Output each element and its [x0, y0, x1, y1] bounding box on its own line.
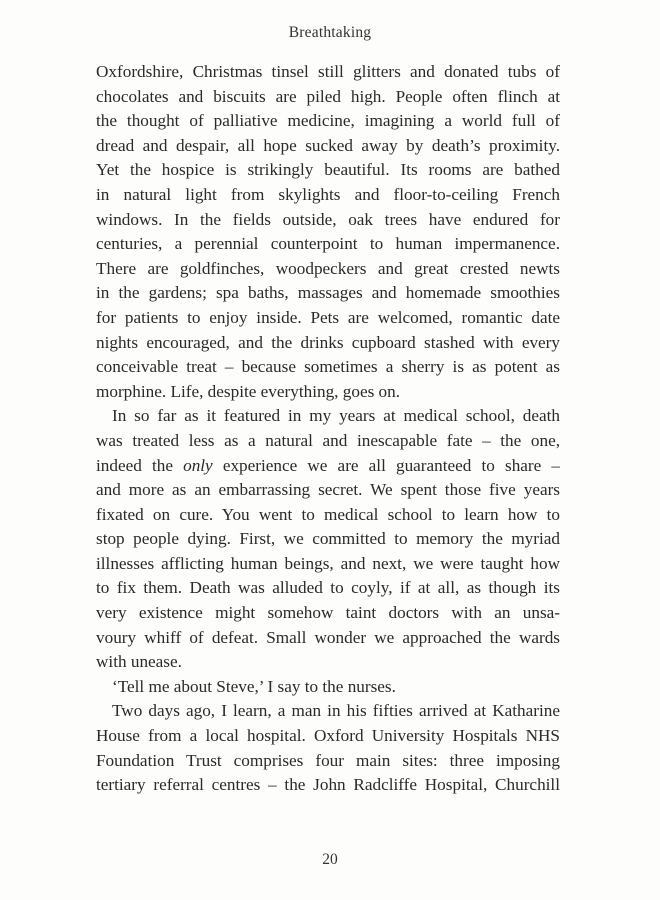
text-line: in the gardens; spa baths, massages and homemade smoothies: [96, 283, 560, 303]
text-line: There are goldfinches, woodpeckers and great crested newts: [96, 258, 560, 278]
text-line: voury whiff of defeat. Small wonder we approached the wards: [96, 627, 560, 647]
text-line: with unease.: [96, 652, 182, 672]
text-line: stop people dying. First, we committed to memory the myriad: [96, 529, 560, 549]
text-line: In so far as it featured in my years at medical school, death: [112, 406, 560, 426]
text-line: Oxfordshire, Christmas tinsel still glitters and donated tubs of: [96, 62, 560, 81]
text-line: Two days ago, I learn, a man in his fifties arrived at Katharine: [112, 701, 560, 721]
text-fragment: experience we are all guaranteed to share –: [222, 455, 560, 475]
text-line: to fix them. Death was alluded to coyly, if at all, as though its: [96, 578, 560, 598]
body-text: [96, 60, 560, 798]
text-line: fixated on cure. You went to medical school to learn how to: [96, 504, 560, 524]
emphasis-only: only: [183, 455, 213, 475]
text-line: chocolates and biscuits are piled high. People often flinch at: [96, 86, 560, 106]
text-line: illnesses afflicting human beings, and next, we were taught how: [96, 553, 560, 573]
text-line: Foundation Trust comprises four main sites: three imposing: [96, 750, 560, 770]
running-head: Breathtaking: [288, 24, 372, 41]
text-line: in natural light from skylights and floor-to-ceiling French: [96, 184, 560, 204]
text-line: [96, 454, 560, 479]
text-line: ‘Tell me about Steve,’ I say to the nurses.: [112, 676, 396, 696]
text-line: centuries, a perennial counterpoint to human impermanence.: [96, 234, 560, 254]
text-line: was treated less as a natural and inescapable fate – the one,: [96, 430, 560, 450]
text-line: very existence might somehow taint doctors with an unsa-: [96, 603, 560, 623]
page-number: 20: [322, 851, 338, 868]
text-line: and more as an embarrassing secret. We spent those five years: [96, 480, 560, 500]
text-line: Yet the hospice is strikingly beautiful. Its rooms are bathed: [96, 160, 560, 180]
text-line: House from a local hospital. Oxford University Hospitals NHS: [96, 726, 560, 746]
text-line: the thought of palliative medicine, imagining a world full of: [96, 111, 560, 131]
text-fragment: indeed the: [96, 455, 173, 475]
text-line: tertiary referral centres – the John Radcliffe Hospital, Churchill: [96, 775, 560, 795]
text-line: windows. In the fields outside, oak trees have endured for: [96, 209, 560, 229]
text-line: conceivable treat – because sometimes a sherry is as potent as: [96, 357, 560, 377]
text-line: nights encouraged, and the drinks cupboard stashed with every: [96, 332, 560, 352]
text-line: dread and despair, all hope sucked away by death’s proximity.: [96, 135, 560, 155]
text-line: for patients to enjoy inside. Pets are welcomed, romantic date: [96, 307, 560, 327]
text-line: morphine. Life, despite everything, goes on.: [96, 381, 401, 401]
